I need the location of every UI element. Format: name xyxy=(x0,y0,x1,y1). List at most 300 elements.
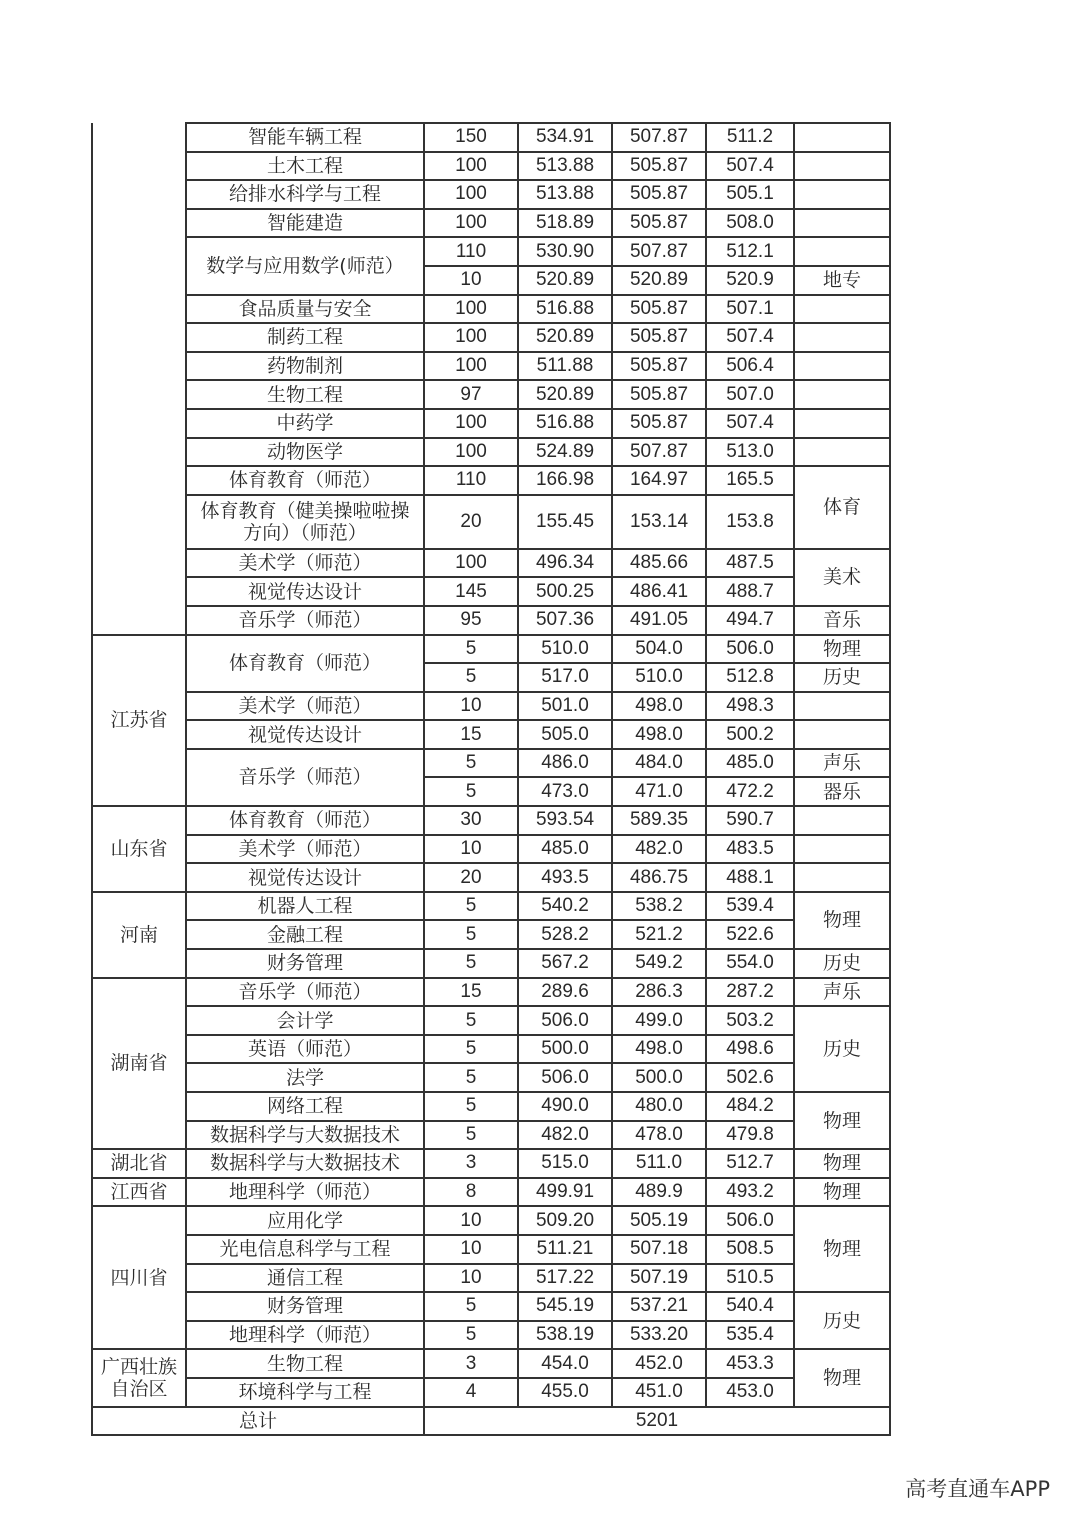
min-score-cell: 164.97 xyxy=(612,466,706,495)
major-cell: 地理科学（师范） xyxy=(186,1178,424,1207)
plan-cell: 5 xyxy=(424,1292,518,1321)
plan-cell: 100 xyxy=(424,549,518,578)
table-row xyxy=(92,692,890,721)
table-row xyxy=(92,438,890,467)
min-score-cell: 491.05 xyxy=(612,606,706,635)
max-score-cell: 515.0 xyxy=(518,1149,612,1178)
max-score-cell: 499.91 xyxy=(518,1178,612,1207)
major-cell: 音乐学（师范） xyxy=(186,749,424,806)
min-score-cell: 498.0 xyxy=(612,692,706,721)
note-cell xyxy=(794,352,890,381)
table-row xyxy=(92,495,890,549)
major-cell: 美术学（师范） xyxy=(186,692,424,721)
major-cell: 网络工程 xyxy=(186,1092,424,1121)
major-cell: 英语（师范） xyxy=(186,1035,424,1064)
min-score-cell: 507.87 xyxy=(612,123,706,152)
plan-cell: 5 xyxy=(424,949,518,978)
avg-score-cell: 506.0 xyxy=(706,635,794,664)
plan-cell: 15 xyxy=(424,978,518,1007)
min-score-cell: 520.89 xyxy=(612,266,706,295)
avg-score-cell: 487.5 xyxy=(706,549,794,578)
min-score-cell: 505.87 xyxy=(612,209,706,238)
min-score-cell: 505.87 xyxy=(612,180,706,209)
table-row xyxy=(92,1121,890,1150)
plan-cell: 100 xyxy=(424,438,518,467)
table-row xyxy=(92,1292,890,1321)
note-cell xyxy=(794,237,890,266)
min-score-cell: 537.21 xyxy=(612,1292,706,1321)
table-row xyxy=(92,978,890,1007)
avg-score-cell: 507.4 xyxy=(706,409,794,438)
max-score-cell: 513.88 xyxy=(518,180,612,209)
note-cell: 地专 xyxy=(794,266,890,295)
avg-score-cell: 153.8 xyxy=(706,495,794,549)
avg-score-cell: 540.4 xyxy=(706,1292,794,1321)
major-cell: 体育教育（师范） xyxy=(186,635,424,692)
table-row xyxy=(92,806,890,835)
major-cell: 光电信息科学与工程 xyxy=(186,1235,424,1264)
avg-score-cell: 502.6 xyxy=(706,1063,794,1092)
min-score-cell: 480.0 xyxy=(612,1092,706,1121)
table-row xyxy=(92,1063,890,1092)
note-cell: 器乐 xyxy=(794,777,890,806)
min-score-cell: 505.87 xyxy=(612,409,706,438)
avg-score-cell: 512.7 xyxy=(706,1149,794,1178)
avg-score-cell: 511.2 xyxy=(706,123,794,152)
min-score-cell: 589.35 xyxy=(612,806,706,835)
table-row xyxy=(92,409,890,438)
major-cell: 音乐学（师范） xyxy=(186,606,424,635)
note-cell xyxy=(794,209,890,238)
min-score-cell: 471.0 xyxy=(612,777,706,806)
table-row xyxy=(92,549,890,578)
min-score-cell: 533.20 xyxy=(612,1321,706,1350)
table-row xyxy=(92,863,890,892)
major-cell: 食品质量与安全 xyxy=(186,295,424,324)
table-row xyxy=(92,920,890,949)
avg-score-cell: 508.5 xyxy=(706,1235,794,1264)
avg-score-cell: 522.6 xyxy=(706,920,794,949)
avg-score-cell: 493.2 xyxy=(706,1178,794,1207)
major-cell: 美术学（师范） xyxy=(186,549,424,578)
table-row xyxy=(92,720,890,749)
max-score-cell: 155.45 xyxy=(518,495,612,549)
avg-score-cell: 488.1 xyxy=(706,863,794,892)
plan-cell: 5 xyxy=(424,749,518,778)
plan-cell: 100 xyxy=(424,152,518,181)
major-cell: 生物工程 xyxy=(186,1349,424,1378)
max-score-cell: 534.91 xyxy=(518,123,612,152)
province-cell: 江西省 xyxy=(92,1178,186,1207)
max-score-cell: 455.0 xyxy=(518,1378,612,1407)
max-score-cell: 520.89 xyxy=(518,380,612,409)
watermark: 高考直通车APP xyxy=(905,1477,1050,1501)
table-row xyxy=(92,949,890,978)
min-score-cell: 510.0 xyxy=(612,663,706,692)
plan-cell: 10 xyxy=(424,1235,518,1264)
plan-cell: 5 xyxy=(424,1006,518,1035)
avg-score-cell: 484.2 xyxy=(706,1092,794,1121)
max-score-cell: 538.19 xyxy=(518,1321,612,1350)
max-score-cell: 511.88 xyxy=(518,352,612,381)
table-row xyxy=(92,237,890,266)
avg-score-cell: 488.7 xyxy=(706,577,794,606)
avg-score-cell: 507.1 xyxy=(706,295,794,324)
avg-score-cell: 453.3 xyxy=(706,1349,794,1378)
max-score-cell: 516.88 xyxy=(518,409,612,438)
avg-score-cell: 453.0 xyxy=(706,1378,794,1407)
plan-cell: 3 xyxy=(424,1149,518,1178)
major-cell: 数学与应用数学(师范） xyxy=(186,237,424,294)
major-cell: 金融工程 xyxy=(186,920,424,949)
max-score-cell: 567.2 xyxy=(518,949,612,978)
min-score-cell: 504.0 xyxy=(612,635,706,664)
avg-score-cell: 506.4 xyxy=(706,352,794,381)
note-cell: 物理 xyxy=(794,1206,890,1292)
avg-score-cell: 508.0 xyxy=(706,209,794,238)
note-cell xyxy=(794,380,890,409)
note-cell xyxy=(794,692,890,721)
max-score-cell: 500.25 xyxy=(518,577,612,606)
major-cell: 土木工程 xyxy=(186,152,424,181)
plan-cell: 110 xyxy=(424,466,518,495)
total-row xyxy=(92,1407,890,1436)
avg-score-cell: 506.0 xyxy=(706,1206,794,1235)
plan-cell: 10 xyxy=(424,1206,518,1235)
plan-cell: 5 xyxy=(424,1063,518,1092)
note-cell xyxy=(794,835,890,864)
avg-score-cell: 498.3 xyxy=(706,692,794,721)
table-row xyxy=(92,466,890,495)
table-row xyxy=(92,749,890,778)
max-score-cell: 520.89 xyxy=(518,266,612,295)
table-row xyxy=(92,295,890,324)
plan-cell: 10 xyxy=(424,1264,518,1293)
major-cell: 体育教育（师范） xyxy=(186,466,424,495)
min-score-cell: 500.0 xyxy=(612,1063,706,1092)
max-score-cell: 509.20 xyxy=(518,1206,612,1235)
max-score-cell: 482.0 xyxy=(518,1121,612,1150)
major-cell: 体育教育（师范） xyxy=(186,806,424,835)
avg-score-cell: 539.4 xyxy=(706,892,794,921)
plan-cell: 20 xyxy=(424,495,518,549)
min-score-cell: 498.0 xyxy=(612,1035,706,1064)
table-row xyxy=(92,180,890,209)
plan-cell: 10 xyxy=(424,835,518,864)
plan-cell: 5 xyxy=(424,635,518,664)
major-cell: 体育教育（健美操啦啦操方向）（师范） xyxy=(186,495,424,549)
major-cell: 法学 xyxy=(186,1063,424,1092)
admission-score-table xyxy=(91,122,891,1436)
note-cell: 物理 xyxy=(794,892,890,949)
note-cell: 物理 xyxy=(794,1178,890,1207)
min-score-cell: 549.2 xyxy=(612,949,706,978)
avg-score-cell: 505.1 xyxy=(706,180,794,209)
max-score-cell: 517.22 xyxy=(518,1264,612,1293)
plan-cell: 15 xyxy=(424,720,518,749)
note-cell xyxy=(794,180,890,209)
plan-cell: 150 xyxy=(424,123,518,152)
min-score-cell: 482.0 xyxy=(612,835,706,864)
max-score-cell: 520.89 xyxy=(518,323,612,352)
table-row xyxy=(92,1092,890,1121)
table-row xyxy=(92,1035,890,1064)
plan-cell: 5 xyxy=(424,663,518,692)
plan-cell: 5 xyxy=(424,777,518,806)
min-score-cell: 498.0 xyxy=(612,720,706,749)
major-cell: 数据科学与大数据技术 xyxy=(186,1121,424,1150)
table-row xyxy=(92,123,890,152)
note-cell xyxy=(794,863,890,892)
major-cell: 视觉传达设计 xyxy=(186,863,424,892)
max-score-cell: 506.0 xyxy=(518,1063,612,1092)
note-cell: 物理 xyxy=(794,1092,890,1149)
table-row xyxy=(92,1206,890,1235)
min-score-cell: 486.75 xyxy=(612,863,706,892)
major-cell: 药物制剂 xyxy=(186,352,424,381)
table-row xyxy=(92,352,890,381)
min-score-cell: 538.2 xyxy=(612,892,706,921)
table-row xyxy=(92,1006,890,1035)
min-score-cell: 507.87 xyxy=(612,237,706,266)
avg-score-cell: 535.4 xyxy=(706,1321,794,1350)
max-score-cell: 454.0 xyxy=(518,1349,612,1378)
max-score-cell: 593.54 xyxy=(518,806,612,835)
table-row xyxy=(92,323,890,352)
max-score-cell: 545.19 xyxy=(518,1292,612,1321)
avg-score-cell: 520.9 xyxy=(706,266,794,295)
min-score-cell: 489.9 xyxy=(612,1178,706,1207)
note-cell xyxy=(794,323,890,352)
min-score-cell: 485.66 xyxy=(612,549,706,578)
plan-cell: 10 xyxy=(424,266,518,295)
avg-score-cell: 472.2 xyxy=(706,777,794,806)
major-cell: 应用化学 xyxy=(186,1206,424,1235)
avg-score-cell: 507.4 xyxy=(706,323,794,352)
note-cell: 声乐 xyxy=(794,978,890,1007)
min-score-cell: 478.0 xyxy=(612,1121,706,1150)
plan-cell: 5 xyxy=(424,1121,518,1150)
plan-cell: 100 xyxy=(424,295,518,324)
min-score-cell: 505.87 xyxy=(612,323,706,352)
min-score-cell: 505.87 xyxy=(612,352,706,381)
province-cell xyxy=(92,123,186,635)
min-score-cell: 452.0 xyxy=(612,1349,706,1378)
total-value: 5201 xyxy=(424,1407,890,1436)
plan-cell: 8 xyxy=(424,1178,518,1207)
major-cell: 音乐学（师范） xyxy=(186,978,424,1007)
note-cell xyxy=(794,123,890,152)
plan-cell: 145 xyxy=(424,577,518,606)
max-score-cell: 166.98 xyxy=(518,466,612,495)
note-cell: 历史 xyxy=(794,949,890,978)
table-row xyxy=(92,152,890,181)
plan-cell: 110 xyxy=(424,237,518,266)
min-score-cell: 505.87 xyxy=(612,152,706,181)
plan-cell: 100 xyxy=(424,409,518,438)
table-row xyxy=(92,1349,890,1378)
max-score-cell: 485.0 xyxy=(518,835,612,864)
table-row xyxy=(92,892,890,921)
max-score-cell: 516.88 xyxy=(518,295,612,324)
major-cell: 美术学（师范） xyxy=(186,835,424,864)
min-score-cell: 286.3 xyxy=(612,978,706,1007)
note-cell: 物理 xyxy=(794,1149,890,1178)
avg-score-cell: 513.0 xyxy=(706,438,794,467)
avg-score-cell: 590.7 xyxy=(706,806,794,835)
table-row xyxy=(92,1235,890,1264)
plan-cell: 5 xyxy=(424,1035,518,1064)
plan-cell: 97 xyxy=(424,380,518,409)
table-row xyxy=(92,380,890,409)
avg-score-cell: 507.0 xyxy=(706,380,794,409)
min-score-cell: 499.0 xyxy=(612,1006,706,1035)
province-cell: 四川省 xyxy=(92,1206,186,1349)
table-row xyxy=(92,577,890,606)
note-cell: 历史 xyxy=(794,1006,890,1092)
total-label: 总计 xyxy=(92,1407,424,1436)
major-cell: 财务管理 xyxy=(186,1292,424,1321)
max-score-cell: 507.36 xyxy=(518,606,612,635)
province-cell: 湖南省 xyxy=(92,978,186,1150)
major-cell: 环境科学与工程 xyxy=(186,1378,424,1407)
max-score-cell: 473.0 xyxy=(518,777,612,806)
max-score-cell: 513.88 xyxy=(518,152,612,181)
avg-score-cell: 510.5 xyxy=(706,1264,794,1293)
province-cell: 广西壮族自治区 xyxy=(92,1349,186,1406)
major-cell: 会计学 xyxy=(186,1006,424,1035)
note-cell: 美术 xyxy=(794,549,890,606)
plan-cell: 5 xyxy=(424,1092,518,1121)
max-score-cell: 500.0 xyxy=(518,1035,612,1064)
plan-cell: 5 xyxy=(424,1321,518,1350)
note-cell xyxy=(794,806,890,835)
plan-cell: 100 xyxy=(424,352,518,381)
note-cell: 物理 xyxy=(794,635,890,664)
note-cell xyxy=(794,720,890,749)
min-score-cell: 484.0 xyxy=(612,749,706,778)
plan-cell: 3 xyxy=(424,1349,518,1378)
max-score-cell: 528.2 xyxy=(518,920,612,949)
avg-score-cell: 165.5 xyxy=(706,466,794,495)
major-cell: 视觉传达设计 xyxy=(186,720,424,749)
province-cell: 山东省 xyxy=(92,806,186,892)
major-cell: 财务管理 xyxy=(186,949,424,978)
avg-score-cell: 507.4 xyxy=(706,152,794,181)
avg-score-cell: 287.2 xyxy=(706,978,794,1007)
plan-cell: 4 xyxy=(424,1378,518,1407)
min-score-cell: 507.18 xyxy=(612,1235,706,1264)
note-cell: 体育 xyxy=(794,466,890,549)
max-score-cell: 506.0 xyxy=(518,1006,612,1035)
major-cell: 生物工程 xyxy=(186,380,424,409)
max-score-cell: 510.0 xyxy=(518,635,612,664)
note-cell xyxy=(794,438,890,467)
min-score-cell: 153.14 xyxy=(612,495,706,549)
plan-cell: 20 xyxy=(424,863,518,892)
plan-cell: 10 xyxy=(424,692,518,721)
major-cell: 给排水科学与工程 xyxy=(186,180,424,209)
plan-cell: 100 xyxy=(424,209,518,238)
avg-score-cell: 485.0 xyxy=(706,749,794,778)
major-cell: 数据科学与大数据技术 xyxy=(186,1149,424,1178)
note-cell: 历史 xyxy=(794,1292,890,1349)
plan-cell: 100 xyxy=(424,180,518,209)
avg-score-cell: 503.2 xyxy=(706,1006,794,1035)
avg-score-cell: 512.1 xyxy=(706,237,794,266)
min-score-cell: 507.19 xyxy=(612,1264,706,1293)
min-score-cell: 521.2 xyxy=(612,920,706,949)
plan-cell: 95 xyxy=(424,606,518,635)
max-score-cell: 511.21 xyxy=(518,1235,612,1264)
avg-score-cell: 554.0 xyxy=(706,949,794,978)
major-cell: 智能车辆工程 xyxy=(186,123,424,152)
major-cell: 动物医学 xyxy=(186,438,424,467)
major-cell: 通信工程 xyxy=(186,1264,424,1293)
major-cell: 制药工程 xyxy=(186,323,424,352)
note-cell: 历史 xyxy=(794,663,890,692)
table-row xyxy=(92,1149,890,1178)
max-score-cell: 530.90 xyxy=(518,237,612,266)
major-cell: 机器人工程 xyxy=(186,892,424,921)
plan-cell: 5 xyxy=(424,920,518,949)
note-cell xyxy=(794,295,890,324)
min-score-cell: 505.87 xyxy=(612,295,706,324)
min-score-cell: 505.19 xyxy=(612,1206,706,1235)
major-cell: 中药学 xyxy=(186,409,424,438)
plan-cell: 30 xyxy=(424,806,518,835)
max-score-cell: 486.0 xyxy=(518,749,612,778)
avg-score-cell: 500.2 xyxy=(706,720,794,749)
note-cell: 音乐 xyxy=(794,606,890,635)
plan-cell: 100 xyxy=(424,323,518,352)
max-score-cell: 540.2 xyxy=(518,892,612,921)
province-cell: 湖北省 xyxy=(92,1149,186,1178)
max-score-cell: 493.5 xyxy=(518,863,612,892)
avg-score-cell: 512.8 xyxy=(706,663,794,692)
min-score-cell: 451.0 xyxy=(612,1378,706,1407)
min-score-cell: 511.0 xyxy=(612,1149,706,1178)
table-row xyxy=(92,606,890,635)
max-score-cell: 496.34 xyxy=(518,549,612,578)
avg-score-cell: 498.6 xyxy=(706,1035,794,1064)
min-score-cell: 505.87 xyxy=(612,380,706,409)
note-cell xyxy=(794,409,890,438)
note-cell xyxy=(794,152,890,181)
avg-score-cell: 494.7 xyxy=(706,606,794,635)
avg-score-cell: 479.8 xyxy=(706,1121,794,1150)
province-cell: 江苏省 xyxy=(92,635,186,807)
max-score-cell: 517.0 xyxy=(518,663,612,692)
avg-score-cell: 483.5 xyxy=(706,835,794,864)
max-score-cell: 501.0 xyxy=(518,692,612,721)
table-row xyxy=(92,1178,890,1207)
max-score-cell: 518.89 xyxy=(518,209,612,238)
note-cell: 物理 xyxy=(794,1349,890,1406)
note-cell: 声乐 xyxy=(794,749,890,778)
table-row xyxy=(92,1321,890,1350)
plan-cell: 5 xyxy=(424,892,518,921)
table-row xyxy=(92,1264,890,1293)
table-row xyxy=(92,1378,890,1407)
major-cell: 智能建造 xyxy=(186,209,424,238)
min-score-cell: 486.41 xyxy=(612,577,706,606)
table-row xyxy=(92,209,890,238)
min-score-cell: 507.87 xyxy=(612,438,706,467)
max-score-cell: 524.89 xyxy=(518,438,612,467)
max-score-cell: 289.6 xyxy=(518,978,612,1007)
major-cell: 地理科学（师范） xyxy=(186,1321,424,1350)
